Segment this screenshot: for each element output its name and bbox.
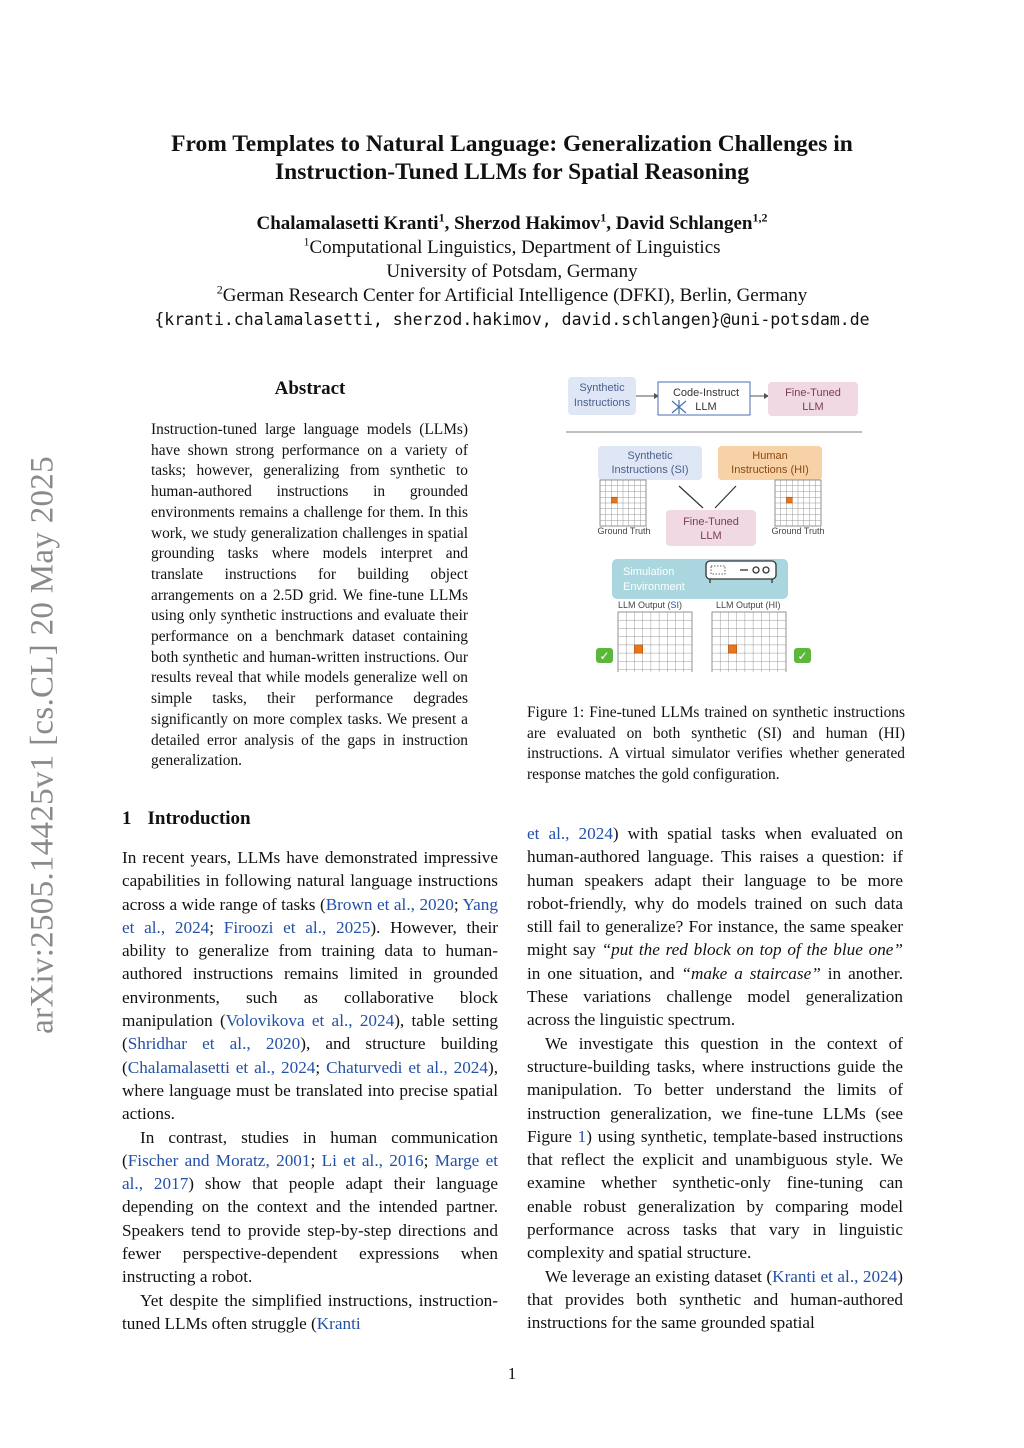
block-cell bbox=[787, 497, 793, 503]
citation-kranti-end[interactable]: et al., 2024 bbox=[527, 824, 613, 843]
abstract-text: Instruction-tuned large language models (LLMs) have shown strong performance on a variety of tasks; however, generalizing from synthetic to human-authored instructions in grounded environments remains a challenge for them. In this work, we study generalization challenges in spatial grounding tasks where models interpret and translate instructions for building object arrangements on a 2.5D grid. We fine-tune LLMs using only synthetic instructions and evaluate their performance on a benchmark dataset containing both synthetic and human-written instructions. Our results reveal that while models generalize well on simple tasks, their performance degrades significantly on more complex tasks. We present a detailed error analysis of the gaps in instruction generalization. bbox=[151, 421, 468, 770]
text-run: ). However, their ability to generalize from training data to human-authored instructions remains limited in grounded environments, such as collaborative block manipulation ( bbox=[122, 917, 498, 1031]
block-cell bbox=[728, 645, 736, 653]
human-hi-label-2: Instructions (HI) bbox=[731, 464, 809, 476]
text-run: ) with spatial tasks when evaluated on human-authored language. This raises a question: if human speakers adapt their language to be more robot-friendly, why do models trained on such data still fail to generalize? For instance, the same speaker might say bbox=[527, 824, 904, 960]
text-run: in another. These variations challenge model generalization across the linguistic spectrum. bbox=[527, 963, 903, 1030]
fine-tuned-llm-label-top: LLM bbox=[802, 401, 824, 413]
citation-fischer[interactable]: Fischer and Moratz, 2001 bbox=[127, 1150, 311, 1170]
section-number: 1 bbox=[122, 808, 132, 829]
title-line-1: From Templates to Natural Language: Generalization Challenges in bbox=[171, 131, 853, 157]
citation-shridhar[interactable]: Shridhar et al., 2020 bbox=[127, 1034, 301, 1054]
abstract-heading: Abstract bbox=[274, 378, 346, 399]
paper-title bbox=[100, 130, 924, 186]
citation-volovikova[interactable]: Volovikova et al., 2024 bbox=[225, 1011, 395, 1031]
author-3-sup: 1,2 bbox=[752, 210, 768, 225]
citation-kranti-start[interactable]: Kranti bbox=[316, 1313, 361, 1333]
synthetic-si-label-2: Instructions (SI) bbox=[611, 464, 689, 476]
ground-truth-label-left: Ground Truth bbox=[597, 526, 651, 536]
arxiv-identifier[interactable]: arXiv:2505.14425v1 [cs.CL] 20 May 2025 bbox=[24, 456, 61, 1034]
author-2: Sherzod Hakimov bbox=[454, 213, 601, 234]
author-3: David Schlangen bbox=[615, 213, 753, 234]
citation-kranti-dataset[interactable]: Kranti et al., 2024 bbox=[772, 1266, 898, 1286]
affiliation-2 bbox=[100, 284, 924, 308]
author-1: Chalamalasetti Kranti bbox=[256, 213, 439, 234]
check-mark-left: ✓ bbox=[599, 649, 610, 663]
citation-chaturvedi[interactable]: Chaturvedi et al., 2024 bbox=[326, 1057, 488, 1077]
grid-frame bbox=[712, 612, 786, 672]
llm-output-si-label: LLM Output (SI) bbox=[618, 600, 683, 610]
citation-yang[interactable]: Yang et al., 2024 bbox=[122, 894, 498, 937]
affiliation-1-text: Computational Linguistics, Department of Linguistics bbox=[309, 237, 721, 258]
section-title: Introduction bbox=[147, 808, 251, 829]
block-cell bbox=[634, 645, 642, 653]
citation-brown[interactable]: Brown et al., 2020 bbox=[325, 894, 454, 914]
citation-marge[interactable]: Marge et al., 2017 bbox=[122, 1150, 499, 1194]
llm-output-hi-label: LLM Output (HI) bbox=[716, 600, 781, 610]
right-column-body bbox=[527, 822, 903, 1335]
text-run: ) that provides both synthetic and human-authored instructions for the same grounded spatial bbox=[527, 1266, 904, 1333]
author-sep: , bbox=[444, 213, 455, 234]
example-quote-1: “put the red block on top of the blue one” bbox=[601, 940, 903, 960]
intro-paragraph-4 bbox=[527, 1032, 903, 1265]
text-run: ), where language must be translated into precise spatial actions. bbox=[122, 1057, 498, 1124]
intro-paragraph-3 bbox=[122, 1289, 498, 1336]
code-instruct-label: Code-Instruct bbox=[672, 387, 740, 399]
left-column-body bbox=[122, 846, 498, 1335]
arrow-si-to-llm bbox=[679, 486, 703, 508]
llm-output-hi-grid bbox=[712, 612, 786, 672]
ground-truth-grid-right bbox=[775, 480, 821, 526]
human-hi-label-1: Human bbox=[752, 450, 788, 462]
affiliation-1-sup: 1 bbox=[303, 234, 310, 249]
synthetic-si-label-1: Synthetic bbox=[627, 450, 673, 462]
text-run: ) show that people adapt their language depending on the context and the intended partner. Speakers tend to provide step-by-step directions and fewer perspective-dependent expressions when instructing a robot. bbox=[122, 1174, 499, 1287]
figure-1-caption: Figure 1: Fine-tuned LLMs trained on synthetic instructions are evaluated on both synthetic (SI) and human (HI) instructions. A virtual simulator verifies whether generated response matches the gold configuration. bbox=[527, 704, 905, 784]
check-mark-right: ✓ bbox=[797, 649, 808, 663]
affiliation-1 bbox=[100, 236, 924, 260]
author-sep: , bbox=[606, 213, 616, 234]
author-emails[interactable]: {kranti.chalamalasetti, sherzod.hakimov, david.schlangen}@uni-potsdam.de bbox=[154, 310, 870, 329]
text-run: In contrast, studies in human communication ( bbox=[122, 1127, 498, 1170]
intro-paragraph-1: In recent years, LLMs have demonstrated impressive capabilities in following natural language instructions across a wide range of tasks (Brown et al., 2020; Yang et al., 2024; Firoozi et al., 2025). However, their ability to generalize from training data to human-authored instructions remains limited in grounded environments, such as collaborative block manipulation (Volovikova et al., 2024), table setting (Shridhar et al., 2020), and structure building (Chalamalasetti et al., 2024; Chaturvedi et al., 2024), where language must be translated into precise spatial actions. bbox=[122, 848, 498, 1124]
citation-firoozi[interactable]: Firoozi et al., 2025 bbox=[223, 917, 371, 937]
block-cell bbox=[612, 497, 618, 503]
section-1-heading bbox=[122, 808, 251, 830]
text-run: In recent years, LLMs have demonstrated impressive capabilities in following natural language instructions across a wide range of tasks ( bbox=[122, 848, 498, 914]
affiliation-2-text: German Research Center for Artificial Intelligence (DFKI), Berlin, Germany bbox=[222, 285, 808, 306]
affiliation-2-sup: 2 bbox=[216, 282, 223, 297]
figure-reference[interactable]: 1 bbox=[577, 1126, 587, 1146]
title-line-2: Instruction-Tuned LLMs for Spatial Reasoning bbox=[274, 159, 750, 185]
text-run: We investigate this question in the context of structure-building tasks, where instructions guide the manipulation. To better understand the limits of instruction generalization, we fine-tune LLMs (see Figure bbox=[527, 1033, 903, 1146]
synthetic-instructions-label-2: Instructions bbox=[573, 397, 631, 409]
page-number: 1 bbox=[507, 1364, 517, 1383]
affiliation-1b: University of Potsdam, Germany bbox=[386, 261, 638, 282]
intro-paragraph-5 bbox=[527, 1265, 903, 1335]
text-run: ) using synthetic, template-based instructions that reflect the explicit and unambiguous style. We examine whether synthetic-only fine-tuning can enable robust generalization by comparing model performance across tasks that vary in linguistic complexity and spatial structure. bbox=[527, 1126, 903, 1263]
simulation-label-2: Environment bbox=[623, 581, 685, 593]
llm-output-si-grid bbox=[618, 612, 692, 672]
citation-li[interactable]: Li et al., 2016 bbox=[321, 1150, 424, 1170]
author-1-sup: 1 bbox=[438, 210, 445, 225]
text-run: in one situation, and bbox=[527, 963, 682, 983]
text-run: ), and structure building ( bbox=[122, 1034, 498, 1077]
figure-1-diagram bbox=[560, 372, 870, 672]
text-run: We leverage an existing dataset ( bbox=[545, 1266, 773, 1286]
text-run: Yet despite the simplified instructions, instruction-tuned LLMs often struggle ( bbox=[122, 1290, 498, 1333]
fine-tuned-llm-label: LLM bbox=[700, 530, 722, 542]
fine-tuned-label-top: Fine-Tuned bbox=[785, 387, 841, 399]
code-instruct-llm-label: LLM bbox=[695, 401, 717, 413]
grid-frame bbox=[618, 612, 692, 672]
fine-tuned-label: Fine-Tuned bbox=[683, 516, 739, 528]
ground-truth-grid-left bbox=[600, 480, 646, 526]
intro-paragraph-2: In contrast, studies in human communication (Fischer and Moratz, 2001; Li et al., 2016; Marge et al., 2017) show that people adapt their language depending on the context and the intended partner. Speakers tend to provide step-by-step directions and fewer perspective-dependent expressions when instructing a robot. bbox=[122, 1127, 499, 1287]
intro-paragraph-3-cont bbox=[527, 822, 903, 1032]
ground-truth-label-right: Ground Truth bbox=[771, 526, 825, 536]
example-quote-2: “make a staircase” bbox=[681, 963, 821, 983]
author-names bbox=[100, 212, 924, 236]
synthetic-instructions-label-1: Synthetic bbox=[579, 382, 625, 394]
simulation-label-1: Simulation bbox=[623, 566, 675, 578]
arrow-hi-to-llm bbox=[715, 486, 736, 508]
citation-chalamalasetti[interactable]: Chalamalasetti et al., 2024 bbox=[127, 1057, 316, 1077]
author-2-sup: 1 bbox=[600, 210, 607, 225]
author-block bbox=[100, 212, 924, 332]
text-run: ), table setting ( bbox=[122, 1011, 498, 1054]
